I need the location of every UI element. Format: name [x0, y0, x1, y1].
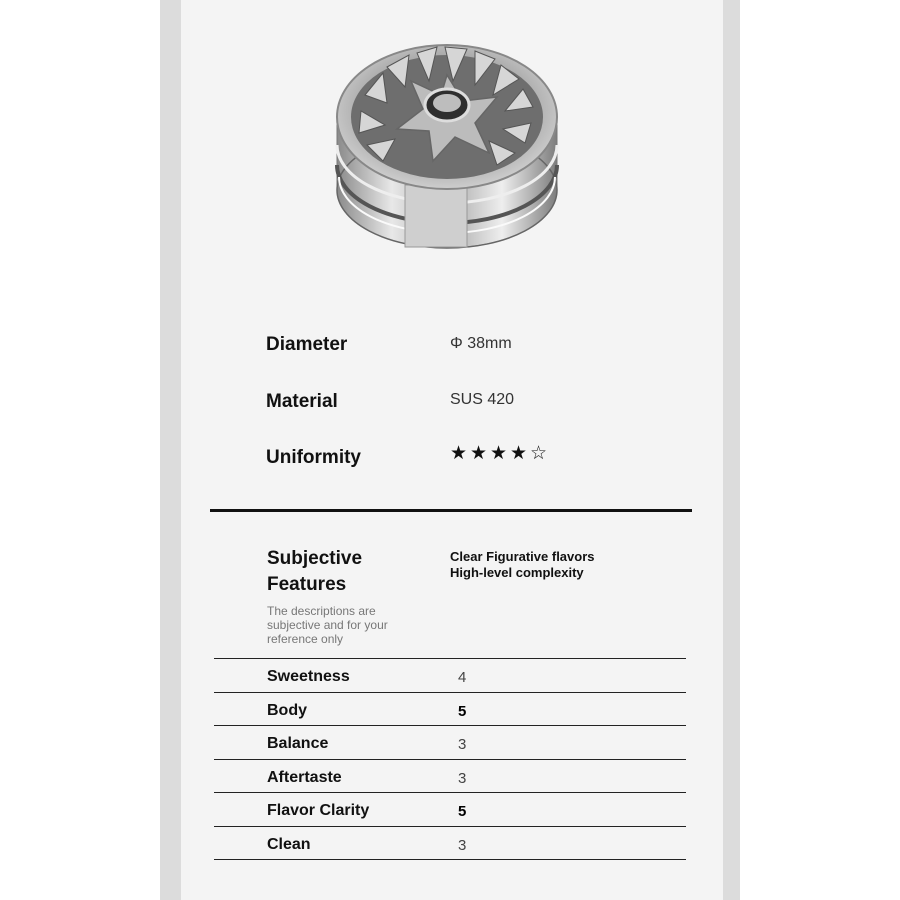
features-description-line: High-level complexity: [450, 565, 584, 580]
features-description-line: Clear Figurative flavors: [450, 549, 595, 564]
rating-name: Body: [267, 701, 307, 719]
table-row: [214, 826, 686, 860]
rating-score: 3: [458, 769, 467, 787]
star-filled-icon: ★: [470, 443, 489, 464]
uniformity-label: Uniformity: [266, 447, 361, 468]
star-filled-icon: ★: [510, 443, 529, 464]
rating-name: Aftertaste: [267, 768, 342, 786]
rating-name: Flavor Clarity: [267, 802, 370, 820]
material-label: Material: [266, 391, 338, 412]
rating-score: 5: [458, 803, 467, 821]
table-row: [214, 658, 686, 692]
table-row: [214, 792, 686, 826]
rating-name: Balance: [267, 735, 329, 753]
star-empty-icon: ☆: [530, 443, 549, 464]
rating-name: Sweetness: [267, 668, 350, 685]
diameter-label: Diameter: [266, 334, 348, 355]
material-value: SUS 420: [450, 391, 515, 408]
star-filled-icon: ★: [490, 443, 509, 464]
features-note: The descriptions are subjective and for your reference only: [267, 604, 388, 646]
rating-score: 3: [458, 836, 467, 854]
rating-score: 5: [458, 702, 467, 720]
uniformity-rating: [450, 444, 550, 463]
table-row: [214, 759, 686, 793]
rating-score: 3: [458, 736, 467, 754]
star-filled-icon: ★: [450, 443, 469, 464]
features-description: [450, 549, 595, 581]
features-title: Subjective Features: [267, 548, 363, 595]
grinder-burr-icon: [325, 25, 570, 270]
diameter-value: Φ 38mm: [450, 335, 512, 352]
table-row: [214, 725, 686, 759]
table-row: [214, 692, 686, 726]
rating-score: 4: [458, 669, 467, 686]
section-divider: [210, 509, 692, 512]
ratings-table: [214, 658, 686, 860]
rating-name: Clean: [267, 835, 311, 853]
